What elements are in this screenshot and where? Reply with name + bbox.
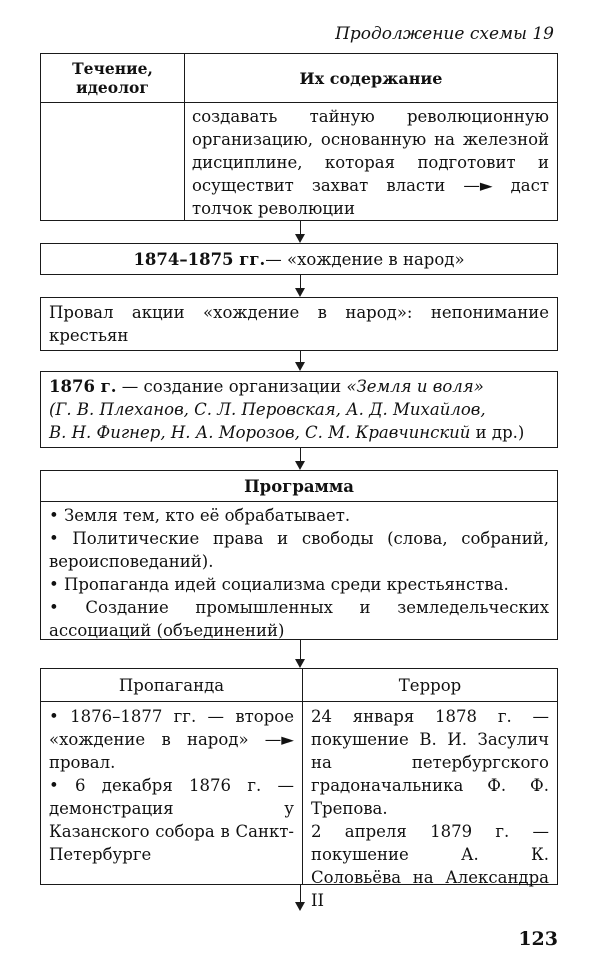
organization-members-line-1: (Г. В. Плеханов, С. Л. Перовская, А. Д. Михайлов, xyxy=(49,400,486,419)
top-table-content: создавать тайную революционную организацию, основанную на железной дисциплине, которая подготовит и осуществит захват власти —► даст толчок революции xyxy=(192,107,549,218)
scheme-continuation-note: Продолжение схемы 19 xyxy=(335,24,554,44)
event-date: 1874–1875 гг. xyxy=(133,249,266,269)
organization-members-line-2: В. Н. Фигнер, Н. А. Морозов, С. М. Кравчинский и др.) xyxy=(49,423,525,442)
bottom-table xyxy=(40,668,558,910)
propaganda-item: • 1876–1877 гг. — второе «хождение в народ» —► провал. xyxy=(49,707,294,772)
page-number: 123 xyxy=(518,928,558,950)
table-header-divider xyxy=(41,102,557,103)
program-box xyxy=(40,470,558,640)
top-table xyxy=(40,53,558,221)
program-item: • Пропаганда идей социализма среди крестьянства. xyxy=(49,575,509,594)
terror-item: 2 апреля 1879 г. — покушение А. К. Соловьёва на Александра II xyxy=(311,822,549,910)
organization-name: «Земля и воля» xyxy=(346,377,484,396)
propaganda-header: Пропаганда xyxy=(118,675,225,695)
propaganda-list xyxy=(49,705,294,866)
organization-1876-box xyxy=(40,371,558,448)
terror-item: 24 января 1878 г. — покушение В. И. Засулич на петербургского градоначальника Ф. Ф. Трепова. xyxy=(311,707,549,818)
header-movement-ideologist: Течение, идеолог xyxy=(72,59,153,97)
terror-list xyxy=(311,705,549,912)
header-content: Их содержание xyxy=(299,68,443,88)
program-item: • Земля тем, кто её обрабатывает. xyxy=(49,506,351,525)
program-item: • Политические права и свободы (слова, собраний, вероисповеданий). xyxy=(49,529,549,571)
event-text: — «хождение в народ» xyxy=(265,249,465,269)
program-title: Программа xyxy=(41,471,557,502)
event-1874-box xyxy=(40,243,558,275)
terror-header: Террор xyxy=(398,675,462,695)
program-item: • Создание промышленных и земледельческих ассоциаций (объединений) xyxy=(49,598,549,640)
table-header-divider xyxy=(41,701,557,702)
program-list xyxy=(49,504,549,642)
propaganda-item: • 6 декабря 1876 г. — демонстрация у Казанского собора в Санкт-Петербурге xyxy=(49,776,294,864)
event-text: — создание организации xyxy=(116,377,347,396)
event-date: 1876 г. xyxy=(49,377,117,396)
failure-box: Провал акции «хождение в народ»: непонимание крестьян xyxy=(40,297,558,351)
organization-line-1 xyxy=(49,375,549,398)
